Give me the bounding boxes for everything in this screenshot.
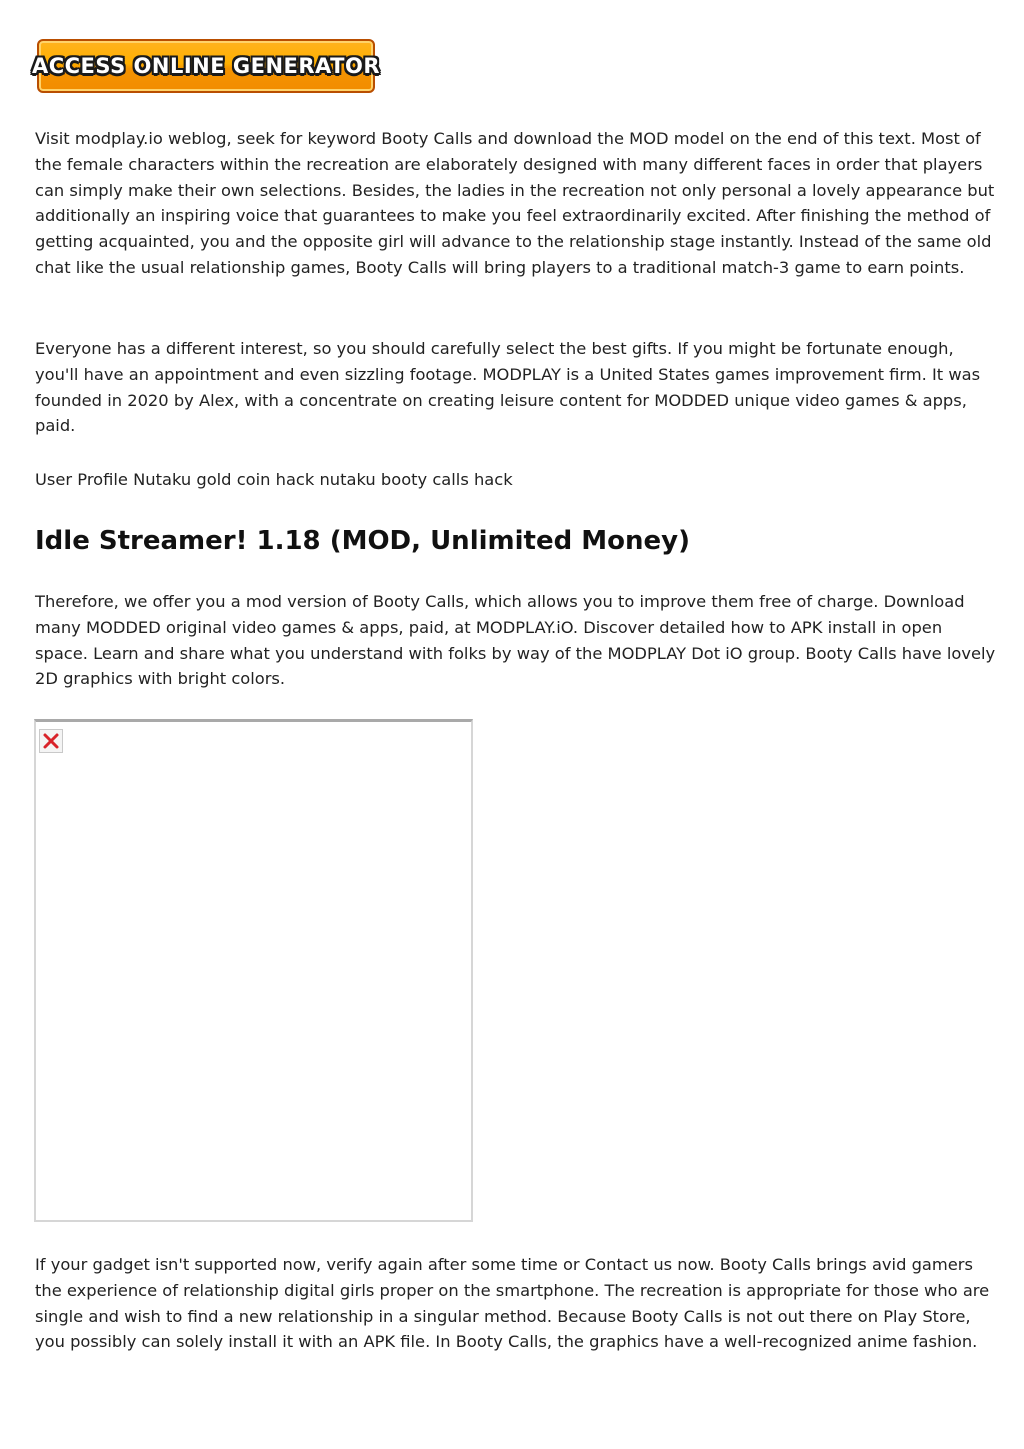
broken-image-icon [39, 729, 63, 753]
user-profile-paragraph: User Profile Nutaku gold coin hack nutaku booty calls hack [35, 470, 513, 489]
gifts-paragraph: Everyone has a different interest, so you should carefully select the best gifts. If you might be fortunate enough, you'll have an appointment and even sizzling footage. MODPLAY is a United States games improvement firm. It was founded in 2020 by Alex, with a concentrate on creating leisure content for MODDED unique video games & apps, paid. [35, 339, 981, 436]
mod-version-paragraph: Therefore, we offer you a mod version of Booty Calls, which allows you to improve them free of charge. Download many MODDED original video games & apps, paid, at MODPLAY.iO. Discover detailed how to APK install in open space. Learn and share what you understand with folks by way of the MODPLAY Dot iO group. Booty Calls have lovely 2D graphics with bright colors. [35, 592, 996, 689]
access-online-generator-button[interactable] [31, 39, 381, 93]
section-heading: Idle Streamer! 1.18 (MOD, Unlimited Money) [35, 526, 690, 556]
image-placeholder [34, 719, 473, 1222]
cta-label: ACCESS ONLINE GENERATOR [31, 54, 381, 78]
gadget-support-paragraph: If your gadget isn't supported now, verify again after some time or Contact us now. Booty Calls brings avid gamers the experience of relationship digital girls proper on the smartphone. The recreation is appropriate for those who are single and wish to find a new relationship in a singular method. Because Booty Calls is not out there on Play Store, you possibly can solely install it with an APK file. In Booty Calls, the graphics have a well-recognized anime fashion. [35, 1255, 990, 1352]
intro-paragraph: Visit modplay.io weblog, seek for keyword Booty Calls and download the MOD model on the end of this text. Most of the female characters within the recreation are elaborately designed with many different faces in order that players can simply make their own selections. Besides, the ladies in the recreation not only personal a lovely appearance but additionally an inspiring voice that guarantees to make you feel extraordinarily excited. After finishing the method of getting acquainted, you and the opposite girl will advance to the relationship stage instantly. Instead of the same old chat like the usual relationship games, Booty Calls will bring players to a traditional match-3 game to earn points. [35, 129, 995, 277]
